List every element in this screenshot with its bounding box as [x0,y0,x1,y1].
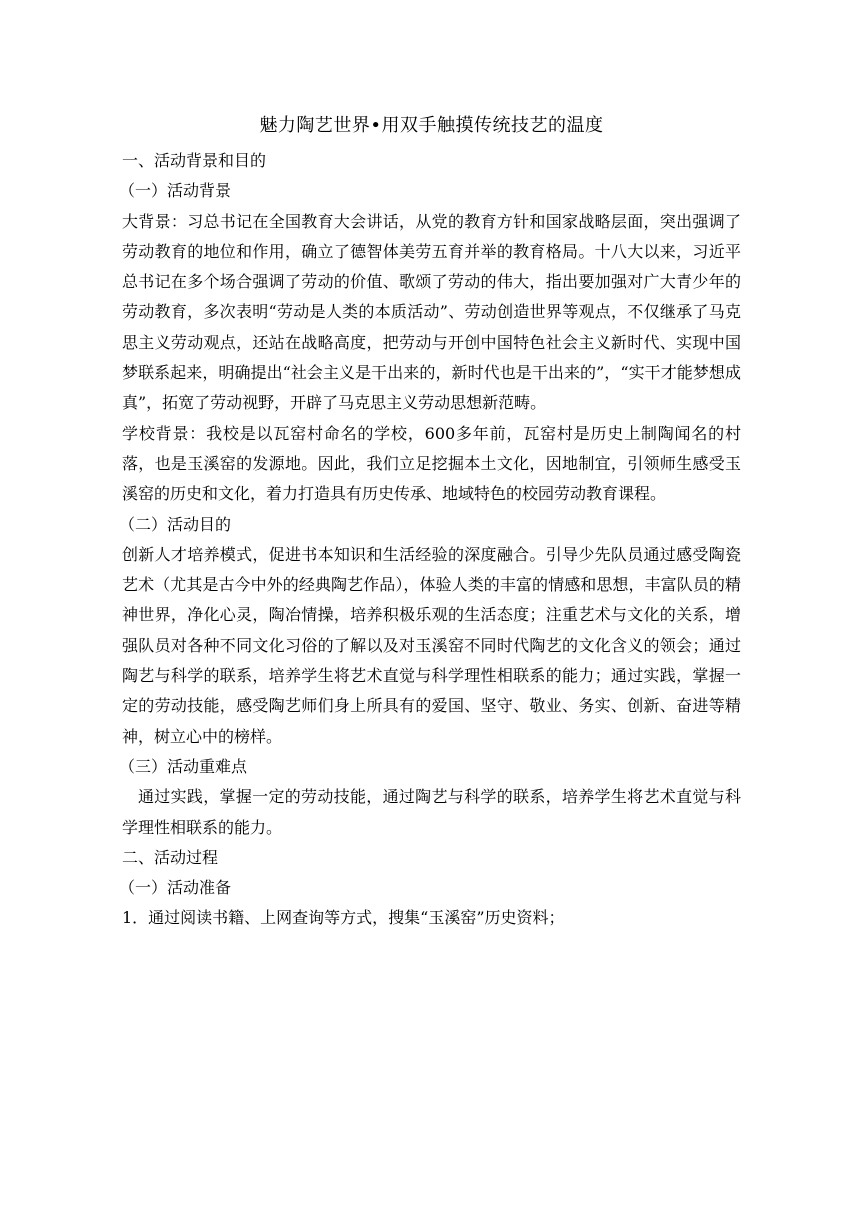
paragraph-big-background: 大背景：习总书记在全国教育大会讲话，从党的教育方针和国家战略层面，突出强调了劳动教育的地位和作用，确立了德智体美劳五育并举的教育格局。十八大以来，习近平总书记在多个场合强调了劳动的价值、歌颂了劳动的伟大，指出要加强对广大青少年的劳动教育，多次表明“劳动是人类的本质活动”、劳动创造世界等观点，不仅继承了马克思主义劳动观点，还站在战略高度，把劳动与开创中国特色社会主义新时代、实现中国梦联系起来，明确提出“社会主义是干出来的，新时代也是干出来的”，“实干才能梦想成真”，拓宽了劳动视野，开辟了马克思主义劳动思想新范畴。 [122,211,741,413]
paragraph-school-background: 学校背景：我校是以瓦窑村命名的学校，600多年前，瓦窑村是历史上制陶闻名的村落，也是玉溪窑的发源地。因此，我们立足挖掘本土文化，因地制宜，引领师生感受玉溪窑的历史和文化，着力打造具有历史传承、地域特色的校园劳动教育课程。 [122,423,741,504]
list-item-preparation-1: 1．通过阅读书籍、上网查询等方式，搜集“玉溪窑”历史资料； [122,908,565,928]
document-title: 魅力陶艺世界•用双手触摸传统技艺的温度 [259,115,604,136]
section-heading-background-purpose: 一、活动背景和目的 [122,151,267,170]
subsection-heading-preparation: （一）活动准备 [119,878,232,898]
subsection-heading-purpose: （二）活动目的 [119,514,232,534]
subsection-heading-key-points: （三）活动重难点 [119,756,248,776]
paragraph-purpose: 创新人才培养模式，促进书本知识和生活经验的深度融合。引导少先队员通过感受陶瓷艺术（尤其是古今中外的经典陶艺作品），体验人类的丰富的情感和思想，丰富队员的精神世界，净化心灵，陶冶情操，培养积极乐观的生活态度；注重艺术与文化的关系，增强队员对各种不同文化习俗的了解以及对玉溪窑不同时代陶艺的文化含义的领会；通过陶艺与科学的联系，培养学生将艺术直觉与科学理性相联系的能力；通过实践，掌握一定的劳动技能，感受陶艺师们身上所具有的爱国、坚守、敬业、务实、创新、奋进等精神，树立心中的榜样。 [122,544,741,746]
paragraph-key-points: 通过实践，掌握一定的劳动技能，通过陶艺与科学的联系，培养学生将艺术直觉与科学理性相联系的能力。 [122,787,741,837]
section-heading-process: 二、活动过程 [122,847,219,867]
subsection-heading-background: （一）活动背景 [119,181,232,201]
document-body [119,111,741,934]
